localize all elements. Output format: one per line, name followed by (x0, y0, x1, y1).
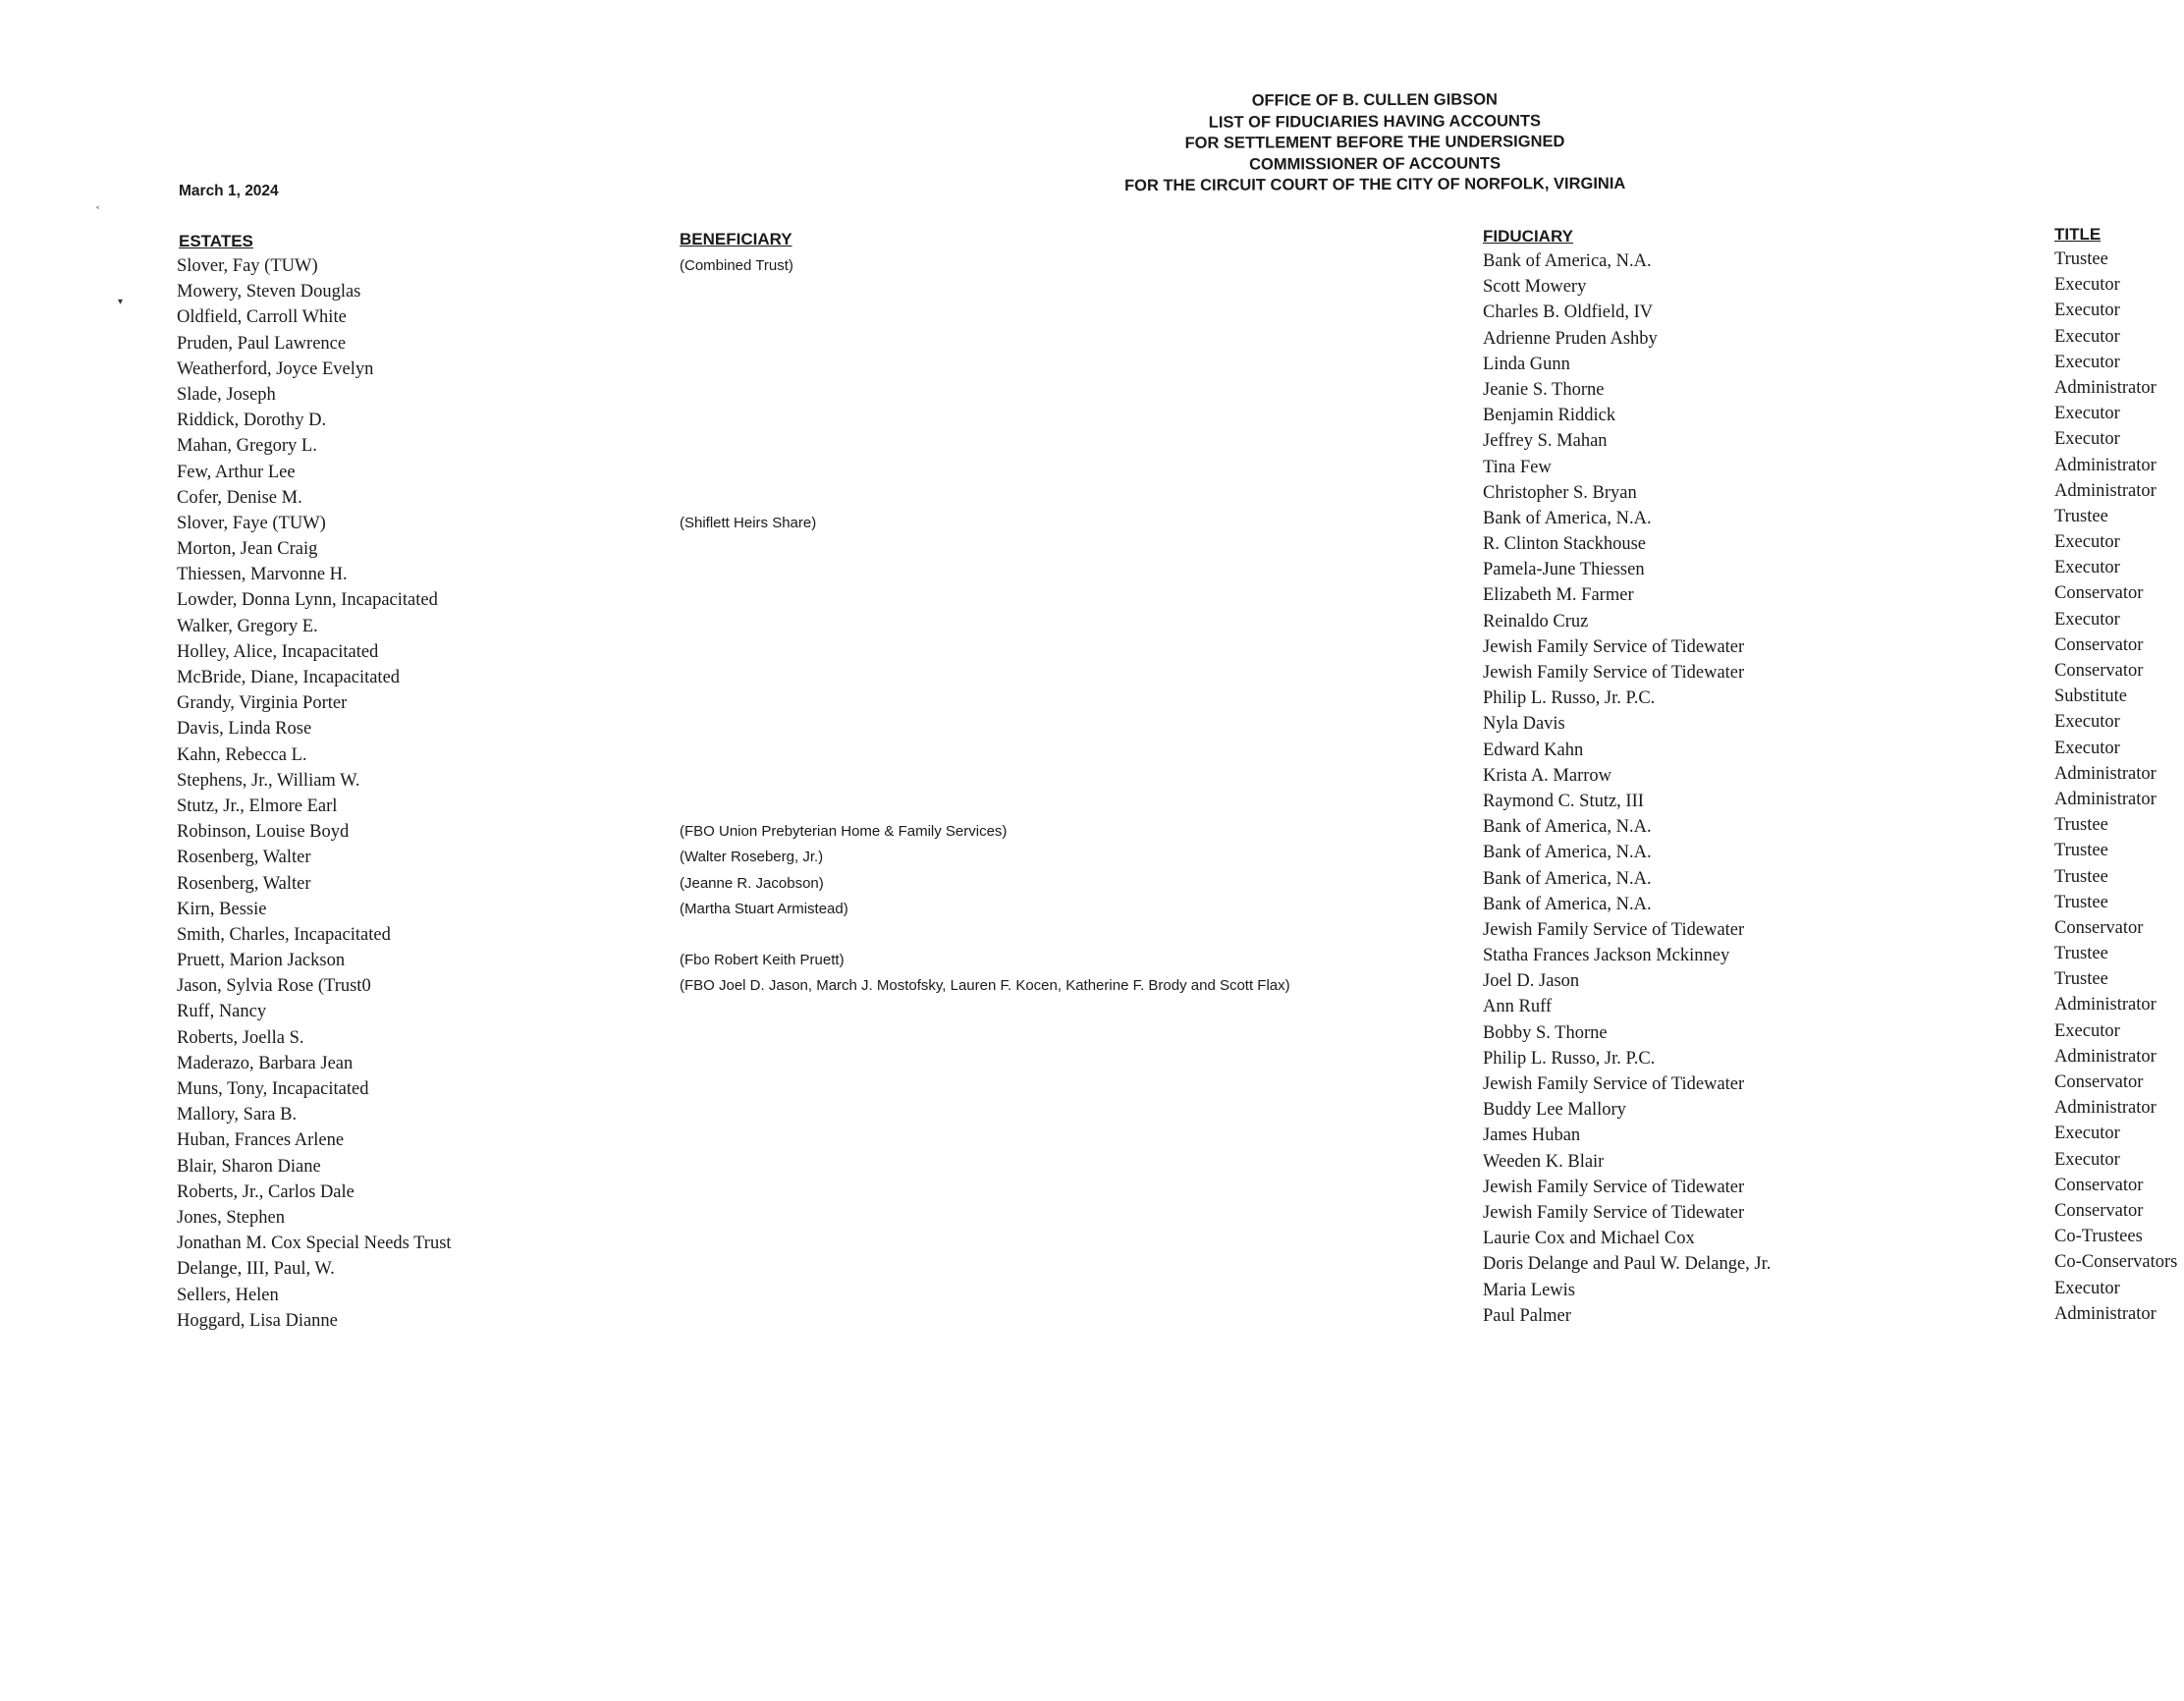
fiduciary-cell: Joel D. Jason (1483, 971, 1580, 992)
document-date: March 1, 2024 (179, 183, 279, 199)
beneficiary-cell (680, 587, 1290, 613)
beneficiary-cell (680, 304, 1290, 330)
fiduciary-cell: Charles B. Oldfield, IV (1483, 302, 1654, 323)
title-cell: Administrator (2054, 455, 2157, 475)
title-cell: Administrator (2054, 480, 2157, 501)
fiduciary-cell: Jewish Family Service of Tidewater (1483, 919, 1745, 940)
estate-cell: Jones, Stephen (177, 1207, 285, 1228)
title-cell: Administrator (2054, 1303, 2157, 1324)
estate-cell: Robinson, Louise Boyd (177, 822, 350, 843)
beneficiary-cell (680, 1154, 1290, 1180)
fiduciary-cell: Bank of America, N.A. (1483, 251, 1652, 271)
estate-cell: Blair, Sharon Diane (177, 1156, 321, 1177)
beneficiary-cell (680, 1076, 1290, 1102)
beneficiary-cell (680, 1025, 1290, 1051)
estate-cell: Pruden, Paul Lawrence (177, 333, 347, 354)
fiduciary-cell: Statha Frances Jackson Mckinney (1483, 946, 1730, 966)
fiduciary-cell: Adrienne Pruden Ashby (1483, 328, 1658, 349)
beneficiary-cell: (Martha Stuart Armistead) (680, 900, 848, 917)
fiduciary-cell: Benjamin Riddick (1483, 406, 1616, 426)
estate-cell: Jonathan M. Cox Special Needs Trust (177, 1234, 452, 1254)
fiduciary-cell: Nyla Davis (1483, 714, 1565, 735)
header-office-line: OFFICE OF B. CULLEN GIBSON (1251, 90, 1498, 110)
fiduciary-cell: Scott Mowery (1483, 277, 1587, 298)
beneficiary-cell: (Jeanne R. Jacobson) (680, 874, 824, 892)
fiduciary-cell: Jewish Family Service of Tidewater (1483, 1074, 1745, 1094)
beneficiary-cell (680, 999, 1290, 1024)
beneficiary-cell (680, 690, 1290, 716)
fiduciary-cell: Jewish Family Service of Tidewater (1483, 636, 1745, 657)
title-cell: Trustee (2054, 969, 2108, 990)
estate-cell: Smith, Charles, Incapacitated (177, 924, 391, 945)
fiduciary-column-header: FIDUCIARY (1483, 227, 1573, 246)
fiduciary-cell: Jeffrey S. Mahan (1483, 431, 1608, 452)
estate-cell: Roberts, Joella S. (177, 1027, 304, 1048)
estate-cell: Rosenberg, Walter (177, 873, 311, 894)
title-cell: Administrator (2054, 763, 2157, 784)
beneficiary-cell (680, 639, 1290, 665)
estate-cell: McBride, Diane, Incapacitated (177, 668, 401, 687)
fiduciary-cell: Bank of America, N.A. (1483, 817, 1652, 838)
estate-cell: Riddick, Dorothy D. (177, 411, 327, 431)
beneficiary-cell: (Combined Trust) (680, 257, 793, 274)
beneficiary-cell (680, 1051, 1290, 1076)
beneficiary-cell (680, 357, 1290, 382)
fiduciary-cell: Edward Kahn (1483, 740, 1584, 760)
beneficiary-cell (680, 433, 1290, 459)
title-cell: Trustee (2054, 892, 2108, 912)
estate-cell: Muns, Tony, Incapacitated (177, 1079, 369, 1099)
beneficiary-cell: (Shiflett Heirs Share) (680, 514, 817, 531)
fiduciary-cell: Doris Delange and Paul W. Delange, Jr. (1483, 1254, 1772, 1275)
estate-cell: Pruett, Marion Jackson (177, 951, 346, 971)
title-cell: Substitute (2054, 686, 2128, 707)
fiduciary-cell: Paul Palmer (1483, 1305, 1571, 1326)
estate-cell: Morton, Jean Craig (177, 539, 318, 560)
fiduciary-cell: Jeanie S. Thorne (1483, 379, 1605, 400)
document-header (1080, 89, 1669, 197)
title-cell: Trustee (2054, 249, 2108, 269)
fiduciary-cell: James Huban (1483, 1125, 1581, 1146)
beneficiary-cell (680, 460, 1290, 485)
header-court-line: FOR THE CIRCUIT COURT OF THE CITY OF NORFOLK, VIRGINIA (1124, 174, 1626, 195)
fiduciary-cell: Linda Gunn (1483, 354, 1570, 374)
title-cell: Trustee (2054, 944, 2108, 964)
title-cell: Administrator (2054, 789, 2157, 809)
fiduciary-cell: Ann Ruff (1483, 997, 1553, 1017)
estate-cell: Kahn, Rebecca L. (177, 744, 307, 765)
fiduciary-cell: Laurie Cox and Michael Cox (1483, 1229, 1695, 1249)
title-cell: Executor (2054, 326, 2120, 347)
beneficiary-cell (680, 794, 1290, 819)
beneficiary-cell (680, 485, 1290, 511)
fiduciary-cell: Philip L. Russo, Jr. P.C. (1483, 1048, 1656, 1069)
title-cell: Conservator (2054, 1175, 2144, 1195)
title-cell: Trustee (2054, 841, 2108, 861)
beneficiary-cell (680, 1283, 1290, 1308)
title-cell: Administrator (2054, 377, 2157, 398)
beneficiary-cell: (FBO Joel D. Jason, March J. Mostofsky, Lauren F. Kocen, Katherine F. Brody and Scott Flax) (680, 977, 1290, 995)
fiduciary-cell: Bank of America, N.A. (1483, 894, 1652, 914)
beneficiary-cell (680, 382, 1290, 408)
beneficiary-cell: (Walter Roseberg, Jr.) (680, 849, 824, 866)
title-cell: Executor (2054, 404, 2120, 424)
title-cell: Trustee (2054, 815, 2108, 836)
estate-cell: Sellers, Helen (177, 1285, 279, 1305)
beneficiary-cell: (FBO Union Prebyterian Home & Family Services) (680, 823, 1008, 841)
fiduciary-cell: Reinaldo Cruz (1483, 611, 1589, 631)
estate-cell: Cofer, Denise M. (177, 487, 302, 508)
fiduciary-cell: Weeden K. Blair (1483, 1151, 1605, 1172)
title-column (2054, 247, 2178, 1327)
title-cell: Conservator (2054, 1200, 2144, 1221)
estate-cell: Slade, Joseph (177, 384, 276, 405)
estate-cell: Stutz, Jr., Elmore Earl (177, 796, 338, 816)
estate-cell: Walker, Gregory E. (177, 616, 318, 636)
fiduciary-cell: Bobby S. Thorne (1483, 1022, 1608, 1043)
estates-column-header: ESTATES (179, 232, 253, 250)
estate-cell: Davis, Linda Rose (177, 719, 312, 740)
estate-cell: Few, Arthur Lee (177, 462, 296, 482)
title-cell: Executor (2054, 558, 2120, 578)
beneficiary-cell (680, 1256, 1290, 1282)
fiduciary-cell: Pamela-June Thiessen (1483, 560, 1645, 580)
beneficiary-cell (680, 536, 1290, 562)
fiduciary-cell: Bank of America, N.A. (1483, 843, 1652, 863)
estate-cell: Lowder, Donna Lynn, Incapacitated (177, 590, 438, 611)
estate-cell: Huban, Frances Arlene (177, 1130, 345, 1151)
beneficiary-cell (680, 408, 1290, 433)
beneficiary-cell (680, 742, 1290, 768)
beneficiary-cell (680, 614, 1290, 639)
title-cell: Executor (2054, 275, 2120, 296)
fiduciary-column (1483, 248, 1771, 1329)
estate-cell: Mowery, Steven Douglas (177, 282, 361, 302)
title-cell: Executor (2054, 429, 2120, 450)
estate-cell: Weatherford, Joyce Evelyn (177, 358, 374, 379)
title-cell: Executor (2054, 1020, 2120, 1041)
fiduciary-cell: Krista A. Marrow (1483, 765, 1612, 786)
fiduciary-cell: R. Clinton Stackhouse (1483, 534, 1646, 555)
fiduciary-cell: Jewish Family Service of Tidewater (1483, 1202, 1745, 1223)
title-cell: Executor (2054, 609, 2120, 630)
beneficiary-cell: (Fbo Robert Keith Pruett) (680, 952, 845, 969)
scan-speck: ▾ (118, 297, 124, 307)
estate-cell: Slover, Faye (TUW) (177, 513, 326, 533)
estate-cell: Kirn, Bessie (177, 899, 267, 919)
title-cell: Executor (2054, 532, 2120, 553)
estate-cell: Mallory, Sara B. (177, 1105, 298, 1125)
fiduciary-cell: Elizabeth M. Farmer (1483, 585, 1634, 606)
beneficiary-cell (680, 665, 1290, 690)
beneficiary-cell (680, 716, 1290, 741)
title-cell: Administrator (2054, 995, 2157, 1015)
title-cell: Administrator (2054, 1046, 2157, 1067)
title-cell: Executor (2054, 352, 2120, 372)
title-cell: Executor (2054, 1149, 2120, 1170)
estate-cell: Mahan, Gregory L. (177, 436, 317, 457)
estate-cell: Jason, Sylvia Rose (Trust0 (177, 976, 371, 997)
beneficiary-cell (680, 1180, 1290, 1205)
beneficiary-cell (680, 1205, 1290, 1231)
estate-cell: Rosenberg, Walter (177, 848, 311, 868)
beneficiary-column-header: BENEFICIARY (680, 230, 792, 248)
beneficiary-cell (680, 279, 1290, 304)
fiduciary-cell: Jewish Family Service of Tidewater (1483, 663, 1745, 683)
beneficiary-cell (680, 1127, 1290, 1153)
title-cell: Trustee (2054, 866, 2108, 887)
fiduciary-cell: Philip L. Russo, Jr. P.C. (1483, 688, 1656, 709)
title-cell: Executor (2054, 301, 2120, 321)
beneficiary-cell (680, 562, 1290, 587)
title-cell: Executor (2054, 1124, 2120, 1144)
title-cell: Executor (2054, 712, 2120, 733)
title-cell: Conservator (2054, 583, 2144, 604)
beneficiary-cell (680, 768, 1290, 794)
estate-cell: Holley, Alice, Incapacitated (177, 641, 379, 662)
scan-speck: ˂ (95, 206, 100, 217)
beneficiary-cell (680, 1231, 1290, 1256)
estate-cell: Ruff, Nancy (177, 1002, 267, 1022)
estate-cell: Oldfield, Carroll White (177, 307, 347, 328)
title-cell: Co-Trustees (2054, 1227, 2143, 1247)
beneficiary-cell (680, 331, 1290, 357)
header-commissioner-line: COMMISSIONER OF ACCOUNTS (1249, 153, 1502, 174)
beneficiary-column (680, 253, 1290, 1334)
estate-cell: Delange, III, Paul, W. (177, 1259, 335, 1280)
fiduciary-cell: Christopher S. Bryan (1483, 482, 1637, 503)
estate-cell: Grandy, Virginia Porter (177, 693, 348, 714)
fiduciary-cell: Bank of America, N.A. (1483, 508, 1652, 528)
title-cell: Conservator (2054, 661, 2144, 681)
fiduciary-cell: Tina Few (1483, 457, 1552, 477)
title-cell: Executor (2054, 1278, 2120, 1298)
estate-cell: Maderazo, Barbara Jean (177, 1053, 354, 1073)
header-settlement-line: FOR SETTLEMENT BEFORE THE UNDERSIGNED (1184, 133, 1565, 152)
title-cell: Conservator (2054, 634, 2144, 655)
title-cell: Trustee (2054, 506, 2108, 526)
estate-cell: Hoggard, Lisa Dianne (177, 1310, 338, 1331)
fiduciary-cell: Bank of America, N.A. (1483, 868, 1652, 889)
title-cell: Conservator (2054, 917, 2144, 938)
estate-cell: Slover, Fay (TUW) (177, 256, 318, 276)
estates-column (177, 253, 452, 1334)
header-list-line: LIST OF FIDUCIARIES HAVING ACCOUNTS (1208, 111, 1542, 132)
title-cell: Conservator (2054, 1072, 2144, 1092)
title-cell: Co-Conservators (2054, 1252, 2178, 1273)
fiduciary-cell: Jewish Family Service of Tidewater (1483, 1177, 1745, 1197)
estate-cell: Thiessen, Marvonne H. (177, 565, 348, 585)
beneficiary-cell (680, 922, 1290, 948)
beneficiary-cell (680, 1308, 1290, 1334)
estate-cell: Roberts, Jr., Carlos Dale (177, 1181, 355, 1202)
fiduciary-cell: Buddy Lee Mallory (1483, 1100, 1626, 1121)
beneficiary-cell (680, 1102, 1290, 1127)
title-cell: Administrator (2054, 1098, 2157, 1119)
title-column-header: TITLE (2054, 225, 2102, 244)
fiduciary-cell: Raymond C. Stutz, III (1483, 791, 1644, 811)
estate-cell: Stephens, Jr., William W. (177, 770, 360, 791)
fiduciary-cell: Maria Lewis (1483, 1280, 1576, 1300)
title-cell: Executor (2054, 738, 2120, 758)
